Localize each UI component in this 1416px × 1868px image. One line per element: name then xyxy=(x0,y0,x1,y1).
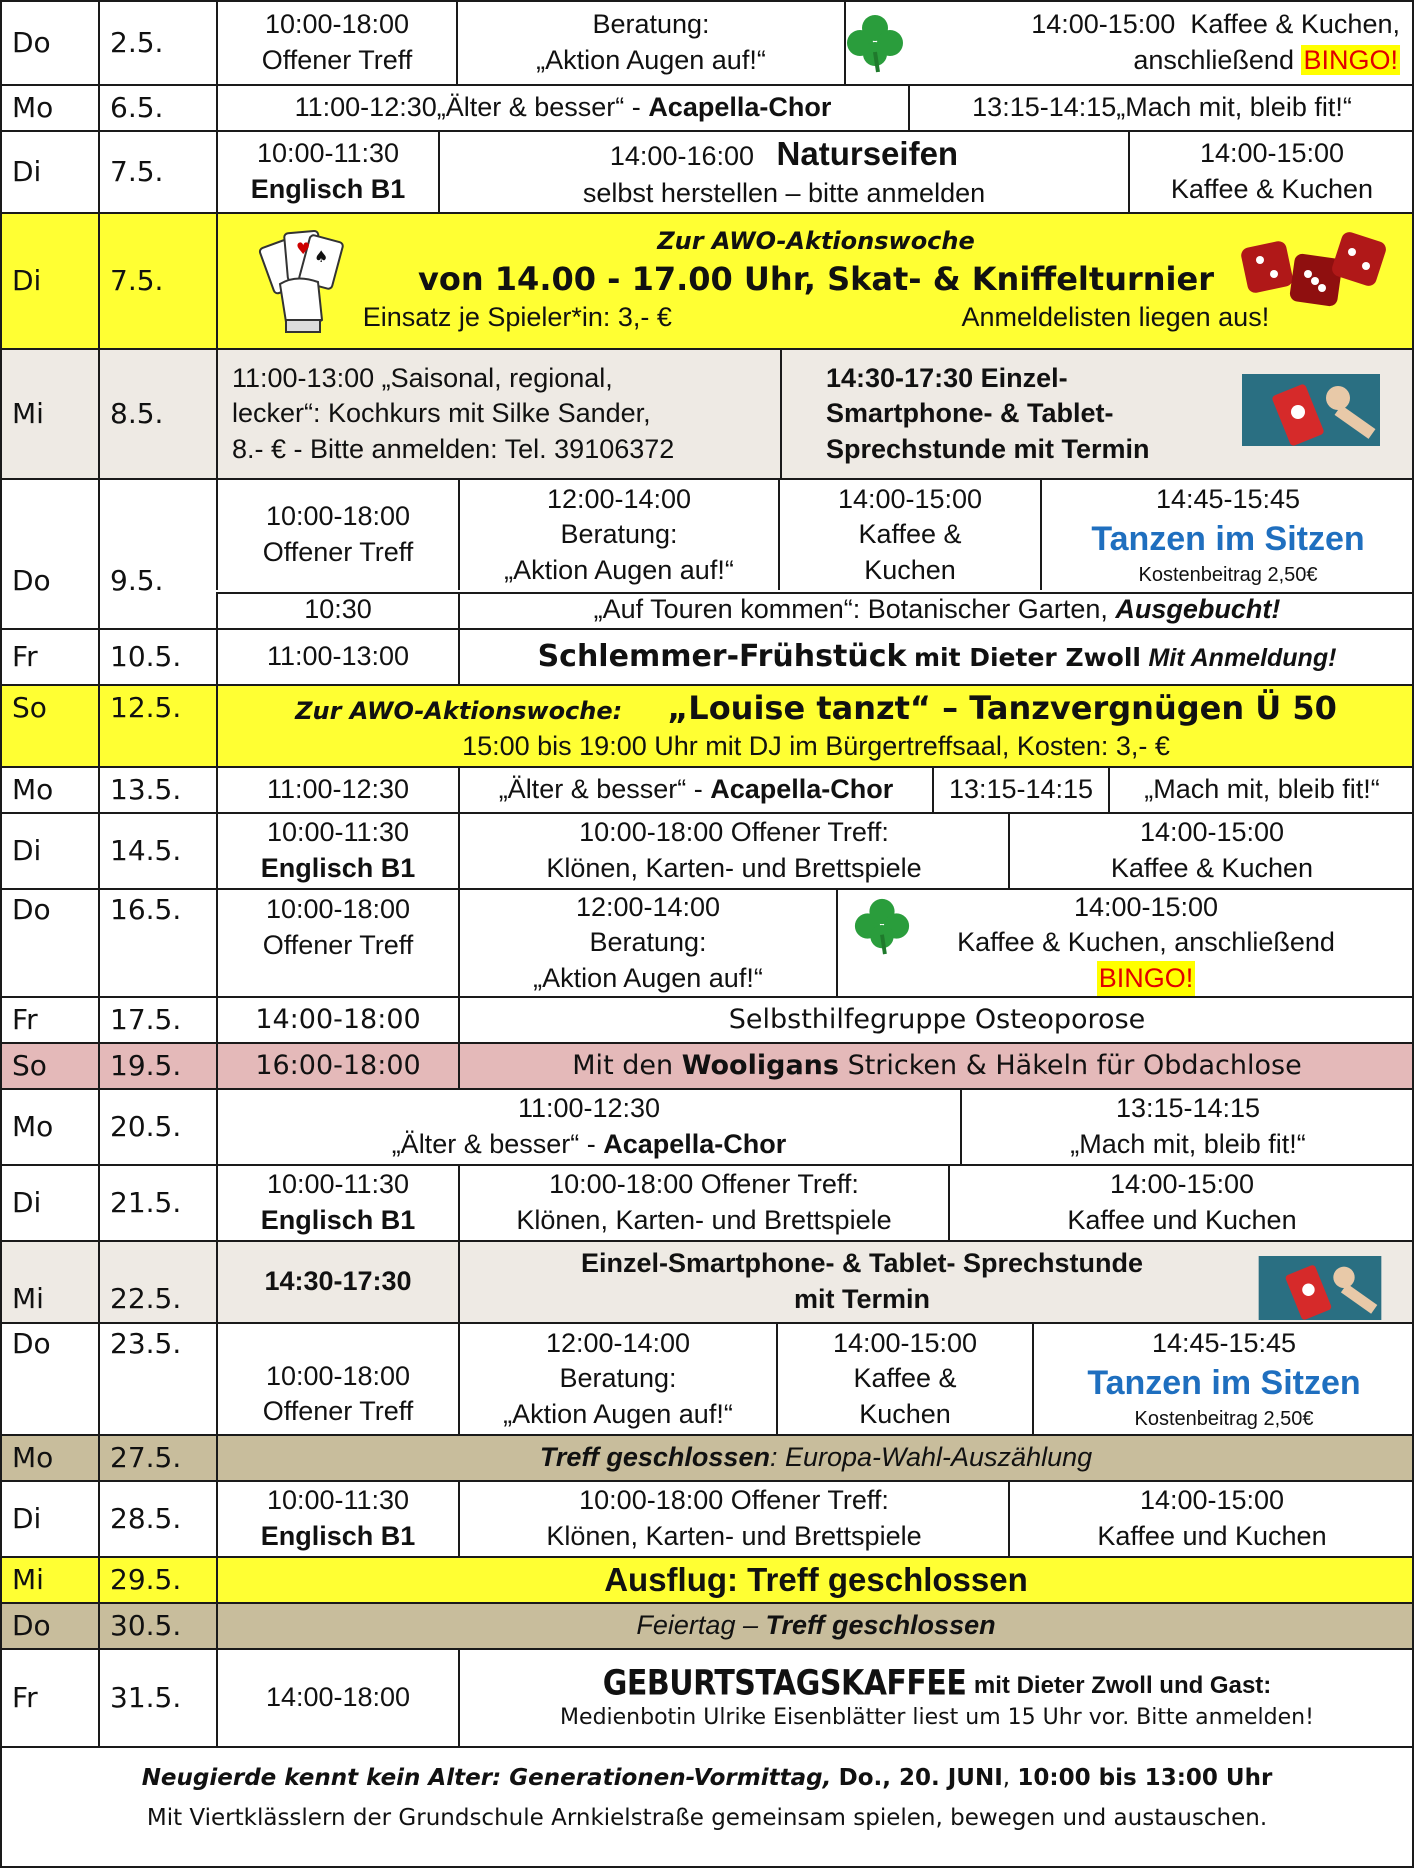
event-cell: Selbsthilfegruppe Osteoporose xyxy=(458,998,1414,1042)
schedule-row xyxy=(0,1240,1414,1324)
event-cell: „Älter & besser“ - Acapella-Chor xyxy=(458,768,932,812)
date-cell: 7.5. xyxy=(98,132,216,212)
event-cell: 14:00-18:00 xyxy=(216,1650,458,1746)
schedule-row xyxy=(0,996,1414,1044)
day-cell: Di xyxy=(12,833,42,867)
date-cell: 19.5. xyxy=(98,1044,216,1088)
event-cell: 16:00-18:00 xyxy=(216,1044,458,1088)
event-cell: 11:00-13:00 „Saisonal, regional, lecker“: Kochkurs mit Silke Sander, 8.- € - Bitte anmelden: Tel. 39106372 xyxy=(216,350,780,478)
date-cell: 8.5. xyxy=(98,350,216,478)
date-cell: 17.5. xyxy=(98,998,216,1042)
event-cell: 14:00-18:00 xyxy=(216,998,458,1042)
date-cell: 9.5. xyxy=(98,480,216,628)
date-cell: 21.5. xyxy=(98,1166,216,1240)
schedule-row-closed xyxy=(0,1602,1414,1650)
day-cell: Mi xyxy=(12,1282,44,1316)
day-cell: Do xyxy=(12,1327,51,1360)
event-cell: 10:00-18:00 Offener Treff: Klönen, Karten- und Brettspiele xyxy=(458,1482,1008,1556)
event-cell: 10:00-11:30 Englisch B1 xyxy=(216,814,458,888)
date-cell: 7.5. xyxy=(98,214,216,348)
schedule-row xyxy=(0,478,1414,630)
event-cell: 13:15-14:15 „Mach mit, bleib fit!“ xyxy=(960,1090,1414,1164)
day-cell: Di xyxy=(12,1185,42,1219)
schedule-row xyxy=(0,628,1414,686)
day-cell: Mo xyxy=(12,90,54,124)
event-cell: 10:00-18:00 Offener Treff xyxy=(216,2,456,84)
event-cell: 14:30-17:30 xyxy=(216,1242,458,1322)
event-cell: 14:00-15:00 Kaffee & Kuchen, anschließend BINGO! xyxy=(836,890,1414,996)
day-cell: Di xyxy=(12,1501,42,1535)
event-cell: 10:00-18:00 Offener Treff xyxy=(216,890,458,996)
event-cell: 12:00-14:00 Beratung: „Aktion Augen auf!“ xyxy=(458,1324,776,1434)
svg-text:♥: ♥ xyxy=(296,239,311,258)
event-cell: Zur AWO-Aktionswoche von 14.00 - 17.00 Uhr, Skat- & Kniffelturnier Einsatz je Spieler*in: 3,- € Anmeldelisten liegen aus! xyxy=(216,214,1414,348)
day-cell: Mo xyxy=(12,1109,54,1143)
event-cell: 14:45-15:45 Tanzen im Sitzen Kostenbeitrag 2,50€ xyxy=(1040,480,1414,590)
event-cell: GEBURTSTAGSKAFFEE mit Dieter Zwoll und Gast: Medienbotin Ulrike Eisenblätter liest um 15 Uhr vor. Bitte anmelden! xyxy=(458,1650,1414,1746)
footer-text: Neugierde kennt kein Alter: Generationen-Vormittag, Do., 20. JUNI, 10:00 bis 13:00 Uhr Mit Viertklässlern der Grundschule Arnkielstraße gemeinsam spielen, bewegen und austauschen. xyxy=(141,1765,1273,1832)
day-cell: Fr xyxy=(12,1680,38,1714)
event-cell: 11:00-12:30 „Älter & besser“ - Acapella-Chor xyxy=(216,1090,960,1164)
schedule-row-closed xyxy=(0,1434,1414,1482)
schedule-row-highlight xyxy=(0,1042,1414,1090)
date-cell: 30.5. xyxy=(98,1604,216,1648)
day-cell: Mo xyxy=(12,1440,54,1474)
date-cell: 28.5. xyxy=(98,1482,216,1556)
schedule-row xyxy=(0,0,1414,86)
date-cell: 14.5. xyxy=(98,814,216,888)
event-cell: Ausflug: Treff geschlossen xyxy=(216,1558,1414,1602)
playing-cards-icon xyxy=(256,224,348,342)
date-cell: 31.5. xyxy=(98,1650,216,1746)
day-cell: Mi xyxy=(12,396,44,430)
event-cell: Feiertag – Treff geschlossen xyxy=(216,1604,1414,1648)
event-cell: 14:00-15:00 Kaffee & Kuchen xyxy=(776,1324,1032,1434)
schedule-row-highlight xyxy=(0,1556,1414,1604)
event-cell: 11:00-12:30„Älter & besser“ - Acapella-Chor xyxy=(216,86,908,130)
event-cell: 10:00-11:30 Englisch B1 xyxy=(216,1482,458,1556)
event-cell: 13:15-14:15„Mach mit, bleib fit!“ xyxy=(908,86,1414,130)
event-cell: Treff geschlossen: Europa-Wahl-Auszählung xyxy=(216,1436,1414,1480)
schedule-row xyxy=(0,1480,1414,1558)
day-cell: Do xyxy=(12,893,51,926)
event-cell: 14:00-15:00 Kaffee und Kuchen xyxy=(1008,1482,1414,1556)
event-cell: 10:00-18:00 Offener Treff xyxy=(216,1324,458,1434)
date-cell: 10.5. xyxy=(98,630,216,684)
day-cell: Mo xyxy=(12,772,54,806)
event-cell: 14:00-15:00 Kaffee und Kuchen xyxy=(948,1166,1414,1240)
event-cell: 13:15-14:15 xyxy=(932,768,1108,812)
day-cell: Do xyxy=(12,25,51,59)
event-cell: Einzel-Smartphone- & Tablet- Sprechstunde mit Termin xyxy=(458,1242,1414,1322)
event-cell: 10:00-18:00 Offener Treff: Klönen, Karten- und Brettspiele xyxy=(458,814,1008,888)
event-cell: 14:30-17:30 Einzel- Smartphone- & Tablet- Sprechstunde mit Termin xyxy=(780,350,1414,478)
date-cell: 13.5. xyxy=(98,768,216,812)
schedule-row xyxy=(0,888,1414,998)
clover-icon xyxy=(852,896,912,956)
day-cell: Do xyxy=(12,1608,51,1642)
schedule-row xyxy=(0,84,1414,132)
schedule-row-highlight xyxy=(0,212,1414,350)
day-cell: Di xyxy=(12,263,42,297)
schedule-row-highlight xyxy=(0,684,1414,768)
day-cell: Do xyxy=(12,564,51,598)
date-cell: 6.5. xyxy=(98,86,216,130)
event-cell: Mit den Wooligans Stricken & Häkeln für Obdachlose xyxy=(458,1044,1414,1088)
event-cell: 11:00-12:30 xyxy=(216,768,458,812)
event-cell: Schlemmer-Frühstück mit Dieter Zwoll Mit Anmeldung! xyxy=(458,630,1414,684)
schedule-row xyxy=(0,348,1414,480)
event-cell: 14:45-15:45 Tanzen im Sitzen Kostenbeitrag 2,50€ xyxy=(1032,1324,1414,1434)
event-cell: 14:00-15:00 Kaffee & Kuchen xyxy=(1128,132,1414,212)
day-cell: Fr xyxy=(12,639,38,673)
event-cell: 14:00-16:00 Naturseifen selbst herstellen – bitte anmelden xyxy=(438,132,1128,212)
smartphone-icon xyxy=(1258,1256,1382,1320)
schedule-row xyxy=(0,130,1414,214)
date-cell: 2.5. xyxy=(98,2,216,84)
event-cell: 12:00-14:00 Beratung: „Aktion Augen auf!“ xyxy=(458,890,836,996)
bingo-badge: BINGO! xyxy=(1303,45,1398,75)
event-cell: 10:00-11:30 Englisch B1 xyxy=(216,1166,458,1240)
day-cell: So xyxy=(12,691,47,724)
schedule-row xyxy=(0,1322,1414,1436)
date-cell: 29.5. xyxy=(98,1558,216,1602)
footer-note xyxy=(0,1746,1414,1868)
dice-icon xyxy=(1238,230,1388,310)
bingo-badge: BINGO! xyxy=(1097,961,1196,996)
event-cell: 14:00-15:00 Kaffee & Kuchen, anschließend BINGO! xyxy=(844,2,1414,84)
event-cell: 10:00-11:30 Englisch B1 xyxy=(216,132,438,212)
day-cell: Di xyxy=(12,154,42,188)
day-cell: Mi xyxy=(12,1562,44,1596)
date-cell: 27.5. xyxy=(98,1436,216,1480)
event-cell: 10:30 xyxy=(216,592,458,628)
schedule-row xyxy=(0,1164,1414,1242)
schedule-row xyxy=(0,812,1414,890)
schedule-row xyxy=(0,1648,1414,1748)
event-cell: Zur AWO-Aktionswoche: „Louise tanzt“ – Tanzvergnügen Ü 50 15:00 bis 19:00 Uhr mit DJ im Bürgertreffsaal, Kosten: 3,- € xyxy=(216,686,1414,766)
date-cell: 16.5. xyxy=(98,890,216,996)
day-cell: So xyxy=(12,1048,47,1082)
event-cell: 10:00-18:00 Offener Treff xyxy=(216,480,458,590)
event-cell: „Mach mit, bleib fit!“ xyxy=(1108,768,1414,812)
smartphone-icon xyxy=(1242,374,1380,446)
date-cell: 23.5. xyxy=(98,1324,216,1434)
event-cell: „Auf Touren kommen“: Botanischer Garten, Ausgebucht! xyxy=(458,592,1414,628)
clover-icon xyxy=(844,12,906,74)
date-cell: 20.5. xyxy=(98,1090,216,1164)
day-cell: Fr xyxy=(12,1002,38,1036)
event-cell: 12:00-14:00 Beratung: „Aktion Augen auf!“ xyxy=(458,480,778,590)
event-cell: 14:00-15:00 Kaffee & Kuchen xyxy=(1008,814,1414,888)
date-cell: 12.5. xyxy=(98,686,216,766)
event-cell: 14:00-15:00 Kaffee & Kuchen xyxy=(778,480,1040,590)
svg-text:♠: ♠ xyxy=(314,247,329,266)
event-cell: 11:00-13:00 xyxy=(216,630,458,684)
date-cell: 22.5. xyxy=(98,1242,216,1322)
schedule-row xyxy=(0,766,1414,814)
event-cell: 10:00-18:00 Offener Treff: Klönen, Karten- und Brettspiele xyxy=(458,1166,948,1240)
event-cell: Beratung: „Aktion Augen auf!“ xyxy=(456,2,844,84)
schedule-row xyxy=(0,1088,1414,1166)
